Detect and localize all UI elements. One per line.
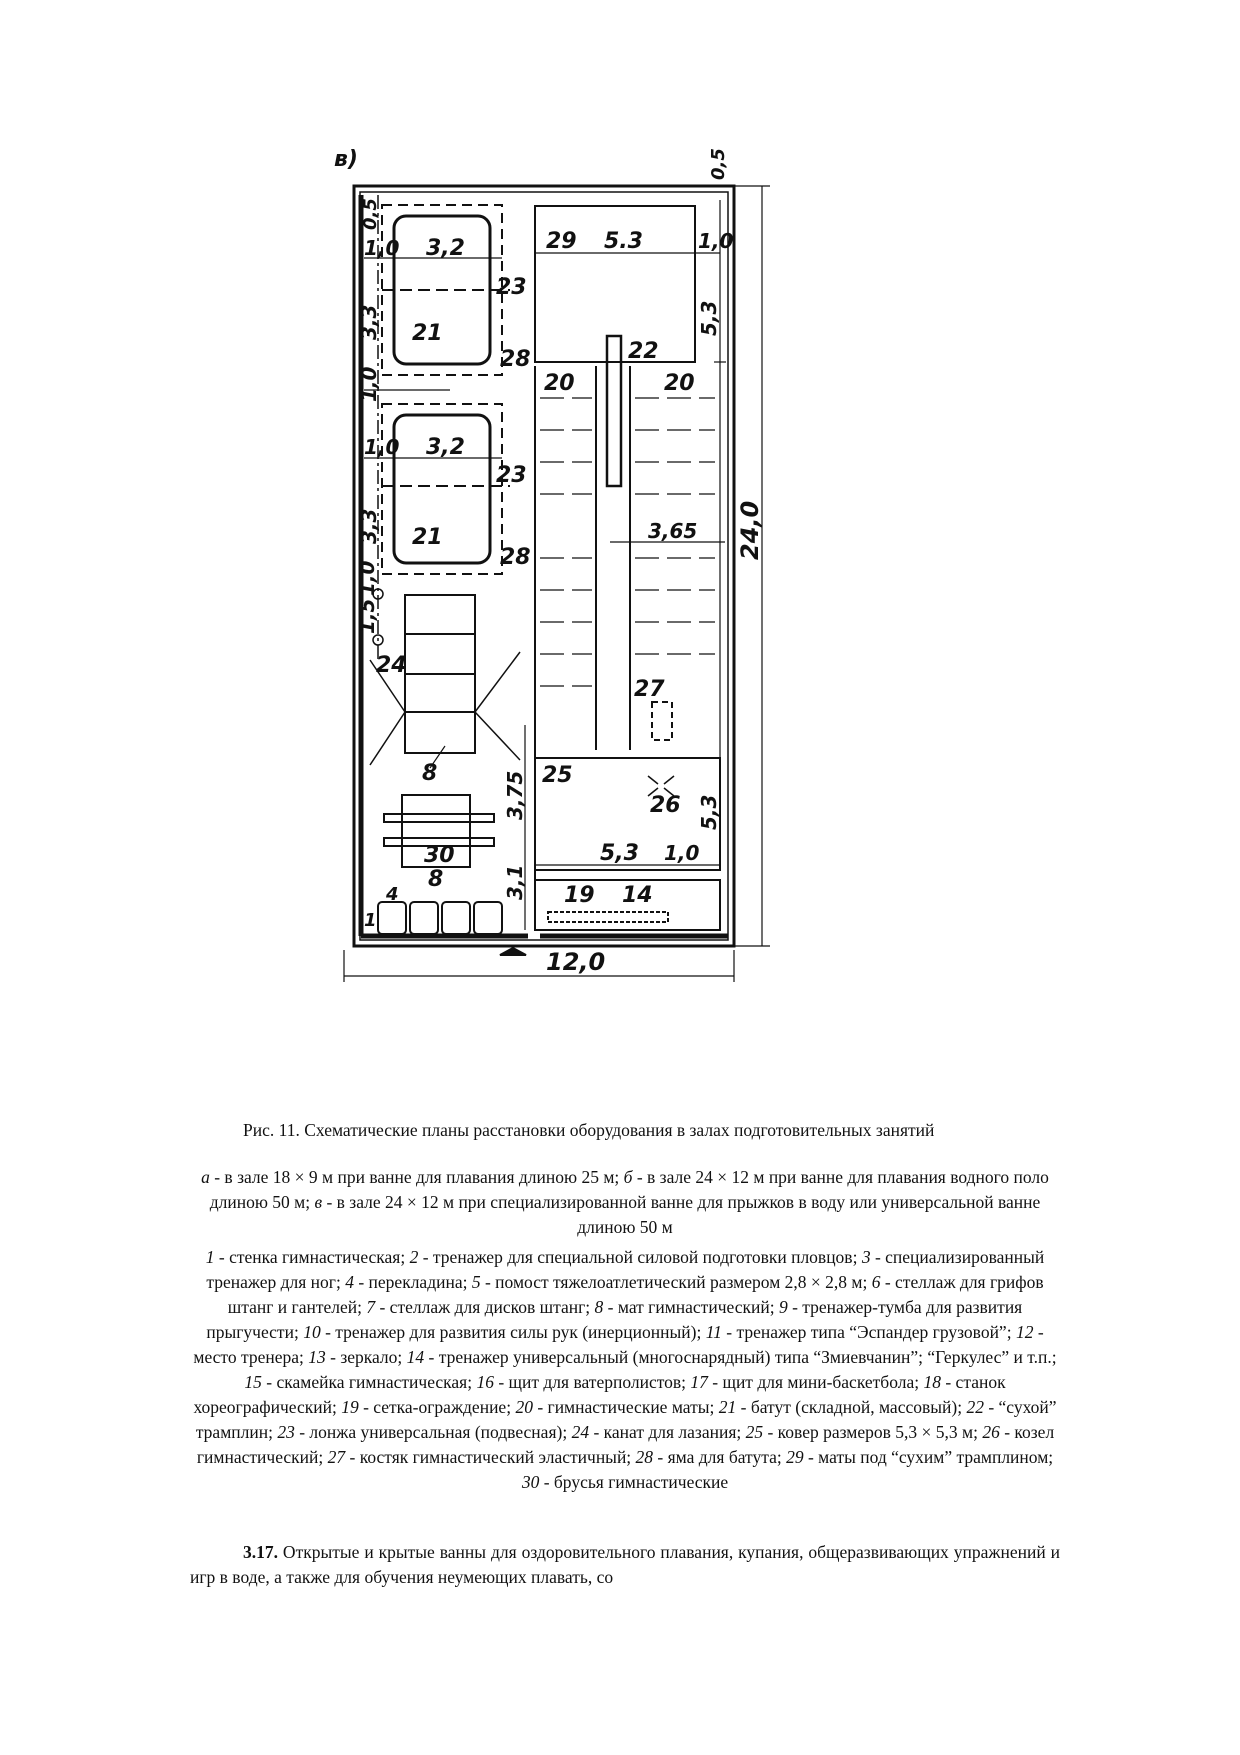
legend-item-number: 28: [635, 1447, 654, 1467]
dim-label: 22: [628, 339, 659, 364]
legend-item-number: 29: [786, 1447, 804, 1467]
dim-label: 3,2: [426, 236, 465, 261]
universal-trainer: [548, 912, 668, 922]
legend-text: - тренажер типа “Эспандер грузовой”;: [721, 1322, 1016, 1342]
dim-label: 28: [500, 545, 531, 570]
legend-text: - гимнастические маты;: [532, 1397, 719, 1417]
dim-label: 3,3: [357, 304, 381, 340]
dim-label: 23: [496, 275, 527, 300]
dim-label: 5.3: [604, 229, 643, 254]
legend-text: - костяк гимнастический эластичный;: [345, 1447, 636, 1467]
legend-item-number: 6: [871, 1272, 881, 1292]
legend-text: - тренажер для специальной силовой подготовки пловцов;: [418, 1247, 862, 1267]
legend-item-number: 12: [1015, 1322, 1034, 1342]
legend-item-number: 23: [277, 1422, 295, 1442]
legend-item-number: 20: [515, 1397, 533, 1417]
legend-text: - лонжа универсальная (подвесная);: [294, 1422, 572, 1442]
dim-label: 3,65: [648, 519, 698, 543]
hall-outer-wall: [354, 186, 734, 946]
dim-label: 19: [564, 883, 595, 908]
legend-item-number: 11: [705, 1322, 722, 1342]
dim-label: 5,3: [697, 794, 721, 830]
legend-text: - щит для мини-баскетбола;: [707, 1372, 924, 1392]
dim-label: 1,0: [698, 229, 734, 253]
legend-text: - место тренера;: [193, 1322, 1044, 1367]
paragraph-3-17: [190, 1540, 1060, 1590]
figure-caption-title: Рис. 11. Схематические планы расстановки оборудования в залах подготовительных занятий: [243, 1120, 935, 1140]
panel-label: в): [334, 147, 358, 172]
dim-label: 20: [544, 371, 575, 396]
legend-text: - помост тяжелоатлетический размером 2,8 × 2,8 м;: [480, 1272, 872, 1292]
legend-text: - специализированный тренажер для ног;: [206, 1247, 1045, 1292]
legend-item-number: 7: [366, 1297, 376, 1317]
legend-item-number: 3: [861, 1247, 871, 1267]
legend-text: - стенка гимнастическая;: [214, 1247, 410, 1267]
dim-label: 1,0: [357, 366, 381, 402]
dim-label: 21: [412, 525, 443, 550]
dim-label: 28: [500, 347, 531, 372]
mat-guide-line: [475, 712, 520, 760]
figure-caption-subtitle: [190, 1165, 1060, 1240]
legend-text: - скамейка гимнастическая;: [261, 1372, 477, 1392]
hall-inner-wall: [360, 192, 728, 940]
legend-item-number: 25: [745, 1422, 764, 1442]
dim-label: 0,5: [360, 198, 381, 230]
dim-label: 0,5: [708, 148, 729, 180]
paragraph-number: 3.17.: [243, 1542, 278, 1562]
dim-label: 1,0: [364, 435, 400, 459]
legend-text: - сетка-ограждение;: [358, 1397, 516, 1417]
dim-label: 1,0: [355, 560, 379, 596]
wall-bars-unit: [474, 902, 502, 934]
legend-item-number: 30: [521, 1472, 540, 1492]
legend-item-number: 14: [406, 1347, 425, 1367]
legend-item-number: 10: [303, 1322, 321, 1342]
legend-item-number: 2: [409, 1247, 419, 1267]
entrance-arrow-icon: [500, 948, 526, 955]
legend-item-number: 24: [571, 1422, 590, 1442]
mat-guide-line: [370, 712, 405, 765]
dim-label: 3,1: [503, 864, 527, 900]
legend-item-number: 22: [966, 1397, 984, 1417]
legend-item-number: 9: [778, 1297, 788, 1317]
mat-guide-line: [475, 652, 520, 712]
legend-text: - стеллаж для грифов штанг и гантелей;: [227, 1272, 1044, 1317]
legend-text: - “сухой” трамплин;: [195, 1397, 1057, 1442]
legend-text: - в зале 24 × 12 м при ванне для плавания водного поло длиною 50 м;: [209, 1167, 1049, 1212]
legend-item-number: 16: [476, 1372, 494, 1392]
legend-text: - мат гимнастический;: [603, 1297, 779, 1317]
dim-label: 14: [622, 883, 653, 908]
legend-text: - брусья гимнастические: [539, 1472, 729, 1492]
legend-item-number: 15: [244, 1372, 262, 1392]
legend-text: - тренажер универсальный (многоснарядный) типа “Змиевчанин”; “Геркулес” и т.п.;: [424, 1347, 1057, 1367]
dry-springboard: [607, 336, 621, 486]
wall-bars-unit: [378, 902, 406, 934]
legend-text: - щит для ватерполистов;: [493, 1372, 691, 1392]
dim-label: 1,0: [364, 236, 400, 260]
legend-text: - яма для батута;: [653, 1447, 787, 1467]
dim-label: 21: [412, 321, 443, 346]
legend-item-number: 4: [345, 1272, 354, 1292]
dim-label: 1,0: [664, 841, 700, 865]
wall-bars-unit: [410, 902, 438, 934]
dim-label: 1,5: [355, 598, 379, 634]
dim-label: 3,2: [426, 435, 465, 460]
legend-item-number: 1: [205, 1247, 215, 1267]
dim-label: 5,3: [697, 300, 721, 336]
legend-item-number: 18: [923, 1372, 941, 1392]
dim-label: 5,3: [600, 841, 639, 866]
legend-text: - в зале 18 × 9 м при ванне для плавания длиною 25 м;: [209, 1167, 624, 1187]
dim-label: 12,0: [546, 948, 606, 976]
legend-text: - маты под “сухим” трамплином;: [803, 1447, 1054, 1467]
legend-text: - в зале 24 × 12 м при специализированной ванне для прыжков в воду или универсальной ванне длиною 50 м: [322, 1192, 1041, 1237]
legend-text: - козел гимнастический;: [196, 1422, 1055, 1467]
legend-item-number: а: [201, 1167, 210, 1187]
dim-label: 23: [496, 463, 527, 488]
legend-item-number: б: [623, 1167, 633, 1187]
dim-label: 4: [386, 884, 399, 905]
legend-item-number: 5: [471, 1272, 481, 1292]
dim-label: 20: [664, 371, 695, 396]
parallel-bars-rail: [384, 814, 494, 822]
legend-item-number: 27: [327, 1447, 346, 1467]
figure-legend: [190, 1245, 1060, 1495]
legend-text: - станок хореографический;: [193, 1372, 1006, 1417]
dim-label: 8: [422, 761, 438, 786]
legend-item-number: 21: [718, 1397, 737, 1417]
dim-label: 26: [650, 793, 681, 818]
legend-text: - канат для лазания;: [589, 1422, 746, 1442]
dim-label: 24: [376, 653, 407, 678]
legend-item-number: в: [314, 1192, 323, 1212]
dim-label: 29: [546, 229, 577, 254]
dim-label: 27: [634, 677, 665, 702]
dim-label: 24,0: [736, 500, 764, 560]
legend-text: - стеллаж для дисков штанг;: [375, 1297, 595, 1317]
dim-label: 1: [364, 910, 377, 931]
elastic-skeleton: [652, 702, 672, 740]
legend-text: - перекладина;: [353, 1272, 472, 1292]
dim-label: 8: [428, 867, 444, 892]
legend-item-number: 26: [982, 1422, 1000, 1442]
legend-text: - тренажер для развития силы рук (инерционный);: [320, 1322, 706, 1342]
floor-plan-figure: [330, 140, 890, 1110]
dim-label: 30: [424, 843, 455, 868]
dim-label: 3,3: [357, 508, 381, 544]
legend-item-number: 19: [341, 1397, 359, 1417]
legend-text: - зеркало;: [325, 1347, 407, 1367]
dim-label: 25: [542, 763, 573, 788]
wall-bars-unit: [442, 902, 470, 934]
legend-text: - батут (складной, массовый);: [736, 1397, 967, 1417]
paragraph-text: Открытые и крытые ванны для оздоровительного плавания, купания, общеразвивающих упражнений и игр в воде, а также для обучения неумеющих плавать, со: [190, 1542, 1060, 1587]
legend-item-number: 17: [690, 1372, 708, 1392]
legend-item-number: 13: [308, 1347, 326, 1367]
legend-item-number: 8: [594, 1297, 604, 1317]
legend-text: - ковер размеров 5,3 × 5,3 м;: [763, 1422, 983, 1442]
dim-label: 3,75: [503, 770, 527, 820]
legend-text: - тренажер-тумба для развития прыгучести;: [206, 1297, 1023, 1342]
